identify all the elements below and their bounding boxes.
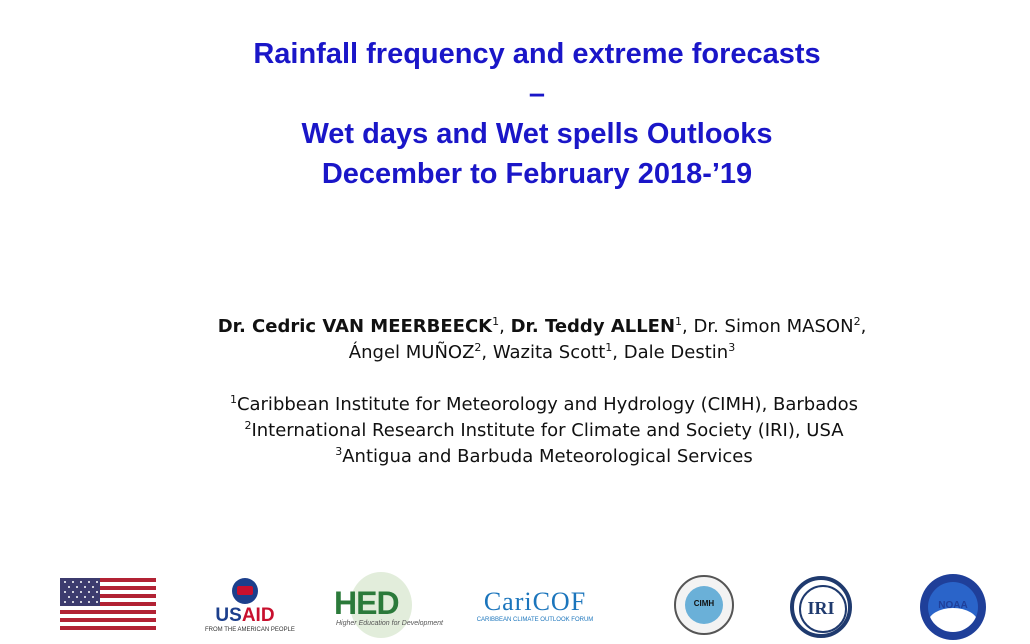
cimh-logo [674, 575, 738, 639]
noaa-seal-icon [920, 574, 986, 640]
author-sup: 2 [853, 315, 861, 328]
caricof-word-a: Cari [483, 587, 533, 616]
caricof-tagline: CARIBBEAN CLIMATE OUTLOOK FORUM [476, 617, 594, 623]
affiliation-text: Antigua and Barbuda Meteorological Services [342, 446, 753, 467]
affiliation-line [0, 418, 1030, 444]
affiliation-line [0, 392, 1030, 418]
iri-wordmark: IRI [807, 598, 835, 618]
author-name: Dr. Teddy ALLEN [510, 316, 676, 337]
title-line-1: Rainfall frequency and extreme forecasts [253, 38, 821, 70]
usaid-logo [205, 578, 295, 642]
title-line-3: Wet days and Wet spells Outlooks [301, 118, 773, 150]
author-line-1: Dr. Cedric VAN MEERBEECK$^1$, Dr. Teddy ALLEN$^1$, Dr. Simon MASON$^2$, [217, 315, 867, 337]
affiliation-sup: 3 [335, 445, 343, 458]
affiliation-sup: 1 [229, 393, 237, 406]
author-name: Dr. Simon MASON [693, 316, 854, 337]
author-sup: 2 [474, 341, 482, 354]
caricof-logo [470, 588, 600, 628]
title-block [0, 34, 1030, 194]
author-name: Wazita Scott [492, 342, 606, 363]
usaid-word-b: AID [241, 605, 275, 626]
affiliation-sup: 2 [244, 419, 252, 432]
affiliation-text: Caribbean Institute for Meteorology and Hydrology (CIMH), Barbados [236, 394, 859, 415]
iri-logo [790, 576, 854, 640]
author-sup: 1 [492, 315, 500, 328]
hed-wordmark: HED [334, 585, 399, 621]
author-sup: 1 [675, 315, 683, 328]
title-line-2: – [528, 78, 546, 110]
usaid-seal-icon [232, 578, 258, 604]
cimh-seal-icon [674, 575, 734, 635]
us-flag-icon [60, 578, 156, 630]
author-sup: 3 [728, 341, 736, 354]
affiliation-list [0, 392, 1030, 470]
affiliation-text: International Research Institute for Climate and Society (IRI), USA [251, 420, 844, 441]
author-name: Dr. Cedric VAN MEERBEECK [217, 316, 493, 337]
noaa-wordmark: NOAA [938, 600, 968, 611]
usaid-word-a: US [215, 605, 242, 626]
author-name: Ángel MUÑOZ [348, 342, 475, 363]
hed-logo [330, 572, 444, 642]
author-list [0, 314, 1030, 366]
affiliation-line [0, 444, 1030, 470]
us-flag-logo [60, 578, 156, 630]
author-name: Dale Destin [623, 342, 729, 363]
caricof-word-b: COF [532, 587, 587, 616]
usaid-wordmark [205, 606, 285, 626]
hed-tagline: Higher Education for Development [336, 620, 444, 627]
cimh-wordmark: CIMH [693, 599, 715, 608]
noaa-logo [920, 574, 986, 640]
iri-seal-icon [790, 576, 852, 638]
author-line-2: Ángel MUÑOZ$^2$, Wazita Scott$^1$, Dale Destin$^3$ [348, 341, 736, 363]
caricof-wordmark [470, 588, 600, 616]
usaid-tagline: FROM THE AMERICAN PEOPLE [205, 627, 295, 633]
author-sup: 1 [605, 341, 613, 354]
title-line-4: December to February 2018-’19 [321, 158, 753, 190]
